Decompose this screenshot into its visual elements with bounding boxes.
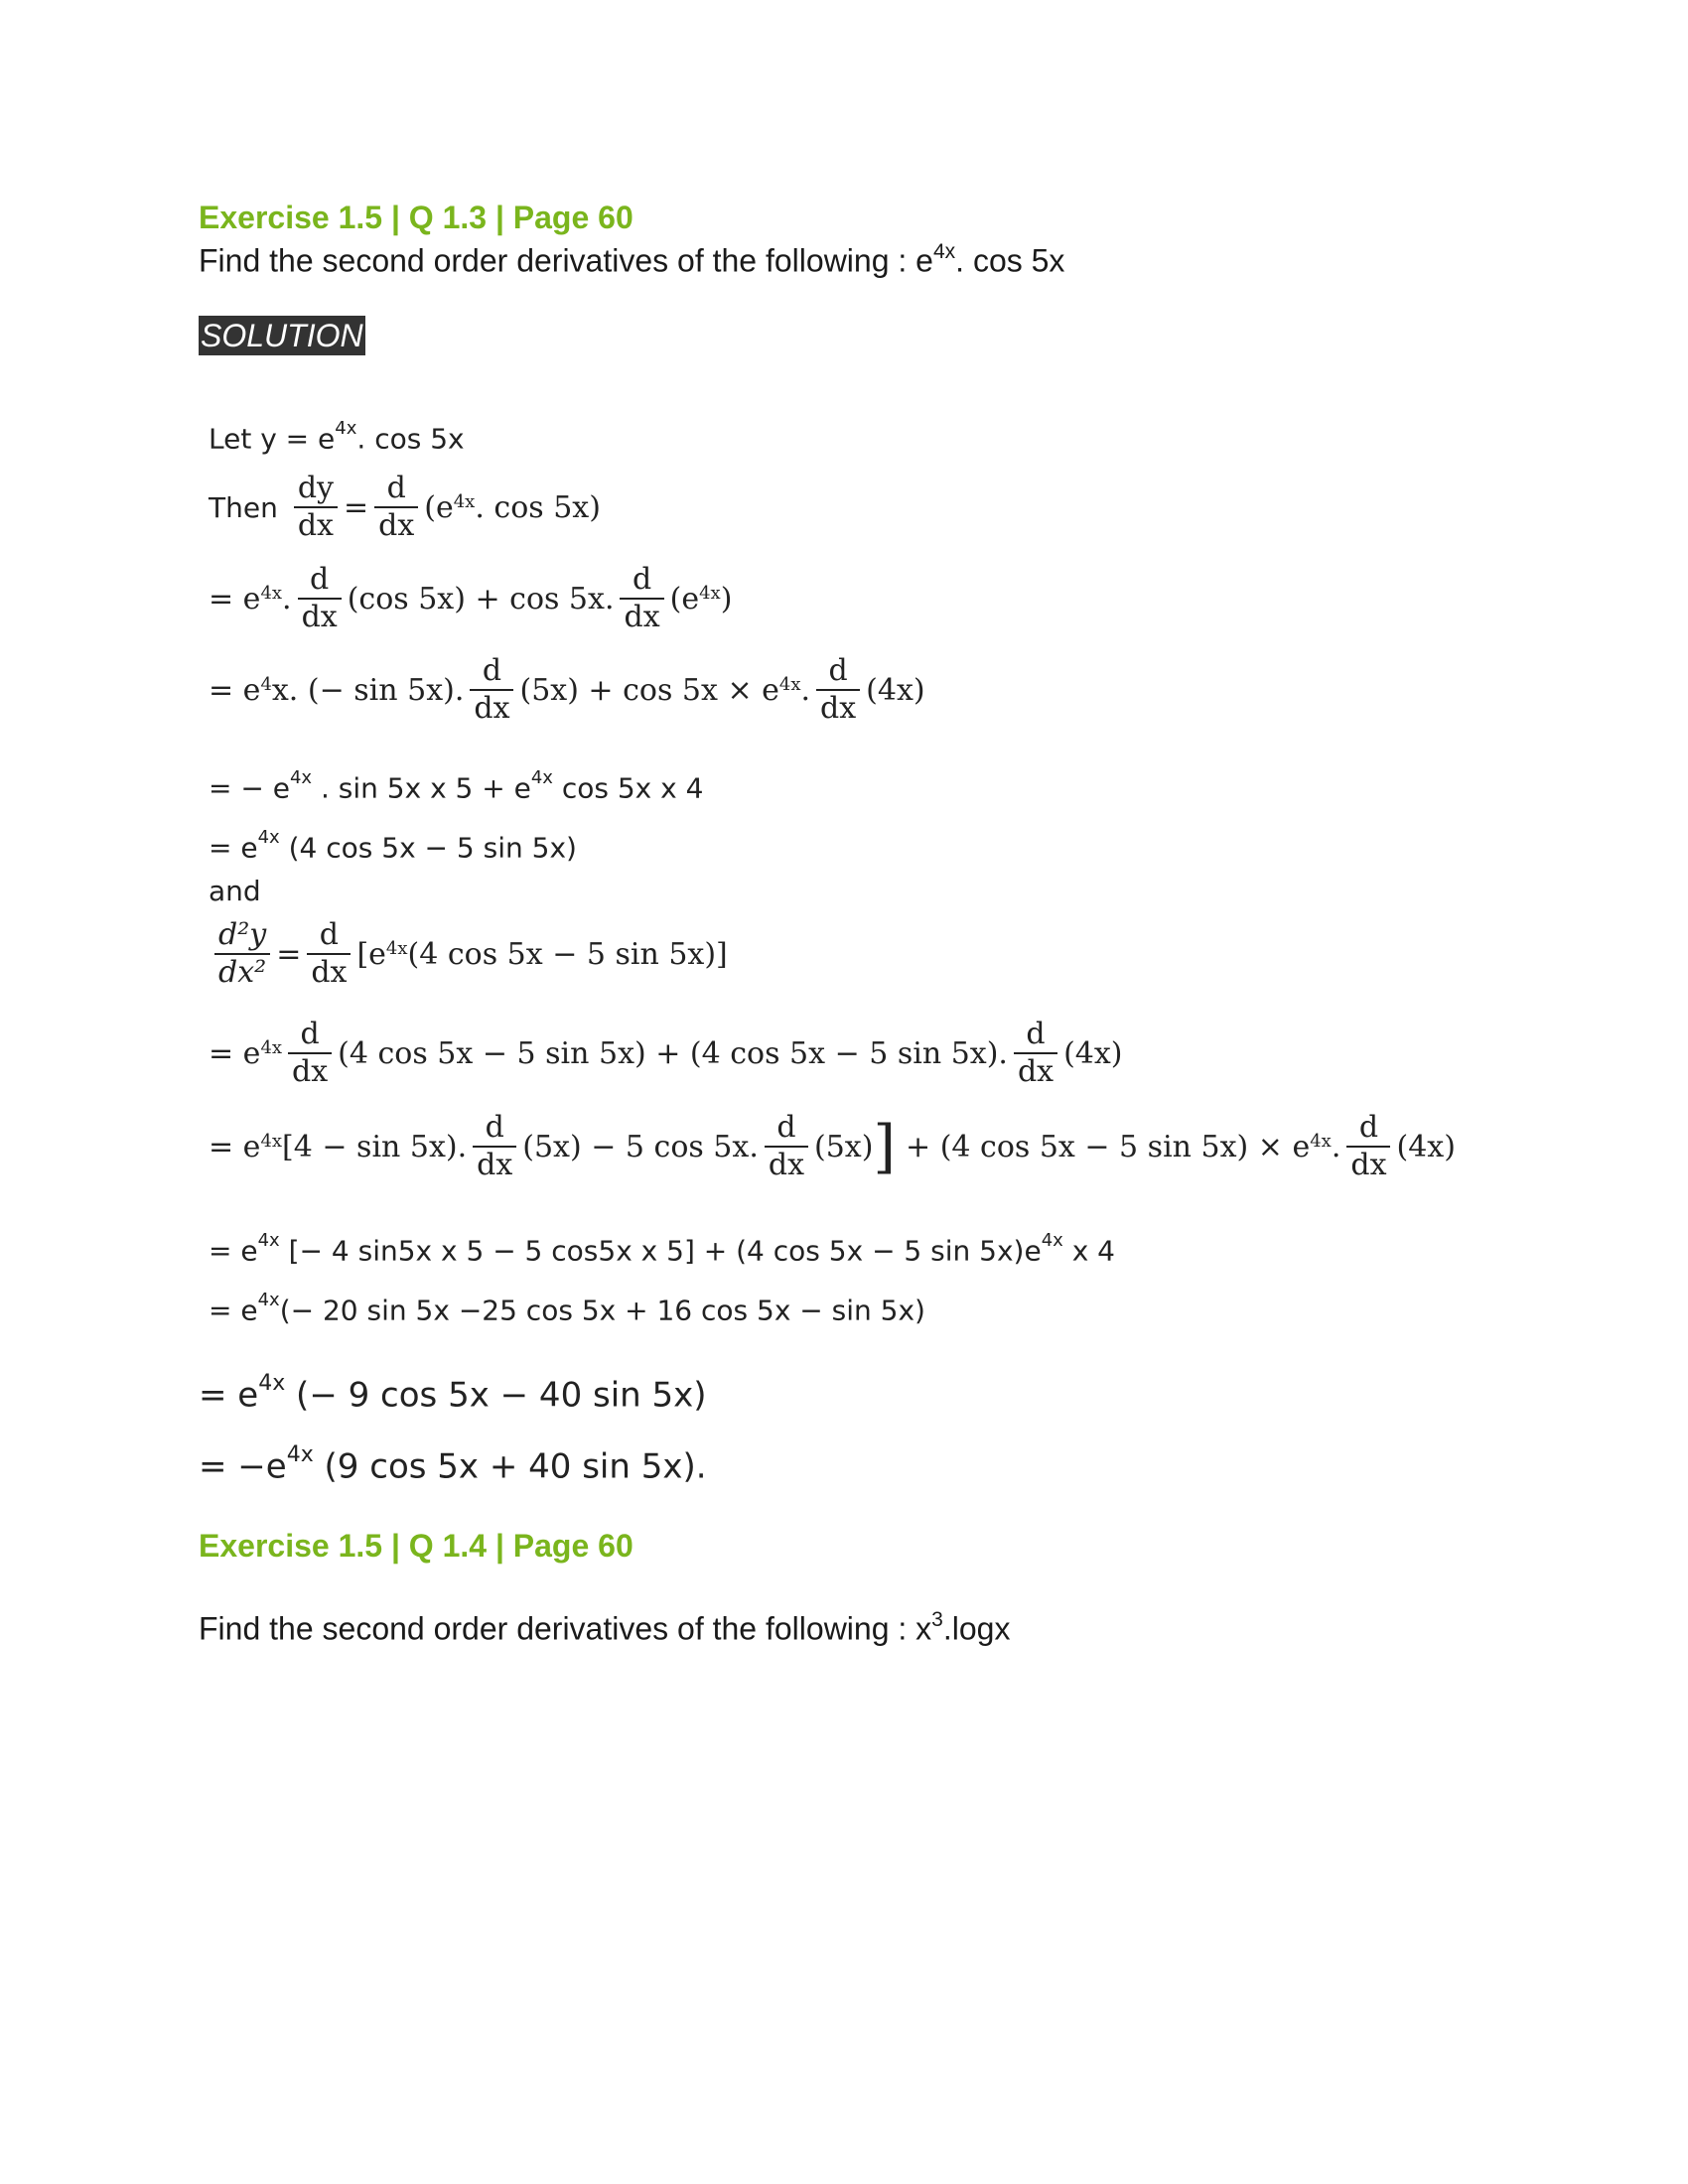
fraction-d-dx: $\frac{d}{dx}$: [288, 1017, 332, 1090]
exercise-heading-q13: Exercise 1.5 | Q 1.3 | Page 60: [199, 200, 633, 235]
step-first-derivative-result: = $e^{4x}$ (4 cos 5x − 5 sin 5x): [209, 827, 577, 865]
question-q14: Find the second order derivatives of the following : $x^3.\log x$: [199, 1608, 1011, 1647]
exercise-heading-q14: Exercise 1.5 | Q 1.4 | Page 60: [199, 1528, 633, 1564]
fraction-d-dx: $\frac{d}{dx}$: [374, 471, 418, 544]
fraction-d-dx: $\frac{d}{dx}$: [1346, 1110, 1390, 1183]
fraction-d-dx: $\frac{d}{dx}$: [816, 653, 860, 727]
step-expand: = − $e^{4x}$ . sin 5x x $5 + e^{4x}$ cos 5x x 4: [209, 767, 704, 805]
step-and: and: [209, 875, 261, 907]
step-collect: = $e^{4x}$ (− 9 cos 5x − 40 sin 5x): [199, 1371, 707, 1416]
fraction-d-dx: $\frac{d}{dx}$: [765, 1110, 808, 1183]
fraction-d-dx: $\frac{d}{dx}$: [298, 562, 342, 635]
step-second-chain-rule: = e $^{4x}$ [4 − sin 5x). $\frac{d}{dx}$ (5x) − 5 cos 5x. $\frac{d}{dx}$ (5x) ] + (4 cos 5x − 5 sin 5x) × e $^{4x}$ . $\frac{d}{dx}$ (4x): [209, 1110, 1456, 1182]
fraction-d2y-dx2: $\frac{\text{d²y}}{\text{dx²}}$: [214, 917, 270, 991]
step-substitute: = $e^{4x}$ [− 4 sin5x x 5 − 5 cos5x x 5] + (4 cos 5x − 5 $\sin 5x)e^{4x}$ x 4: [209, 1230, 1115, 1268]
step-second-derivative: $\frac{\text{d²y}}{\text{dx²}}$ = $\frac{d}{dx}$ [e $^{4x}$ (4 cos 5x − 5 sin 5x)]: [209, 917, 728, 991]
step-second-product-rule: = e $^{4x}$ $\frac{d}{dx}$ (4 cos 5x − 5 sin 5x) + (4 cos 5x − 5 sin 5x). $\frac{d}{dx}$ (4x): [209, 1017, 1123, 1089]
fraction-d-dx: $\frac{d}{dx}$: [473, 1110, 516, 1183]
step-simplify: = $e^{4x}(- 20$ sin 5x −25 cos 5x + 16 cos 5x − sin 5x): [209, 1290, 925, 1327]
question-q13: Find the second order derivatives of the following : $e^{4x}$. cos 5x: [199, 240, 1065, 279]
step-let-y: Let $y = e^{4x}$. cos 5x: [209, 418, 465, 456]
step-chain-rule: = e $^4$ x. (− sin 5x). $\frac{d}{dx}$ (5x) + cos 5x × e $^{4x}$ . $\frac{d}{dx}$ (4x): [209, 653, 925, 726]
step-first-derivative: Then $\frac{dy}{dx}$ = $\frac{d}{dx}$ (e $^{4x}$ . cos 5x): [209, 471, 601, 543]
fraction-d-dx: $\frac{d}{dx}$: [470, 653, 513, 727]
fraction-d-dx: $\frac{d}{dx}$: [307, 917, 351, 991]
fraction-d-dx: $\frac{d}{dx}$: [1014, 1017, 1057, 1090]
fraction-d-dx: $\frac{d}{dx}$: [620, 562, 663, 635]
solution-badge: SOLUTION: [201, 318, 363, 353]
step-final-answer: = $-e^{4x}$ (9 cos 5x + 40 sin 5x).: [199, 1442, 707, 1487]
fraction-dy-dx: $\frac{dy}{dx}$: [294, 471, 338, 544]
step-product-rule: = e $^{4x}$ . $\frac{d}{dx}$ (cos 5x) + cos 5x. $\frac{d}{dx}$ (e $^{4x}$ ): [209, 562, 733, 634]
